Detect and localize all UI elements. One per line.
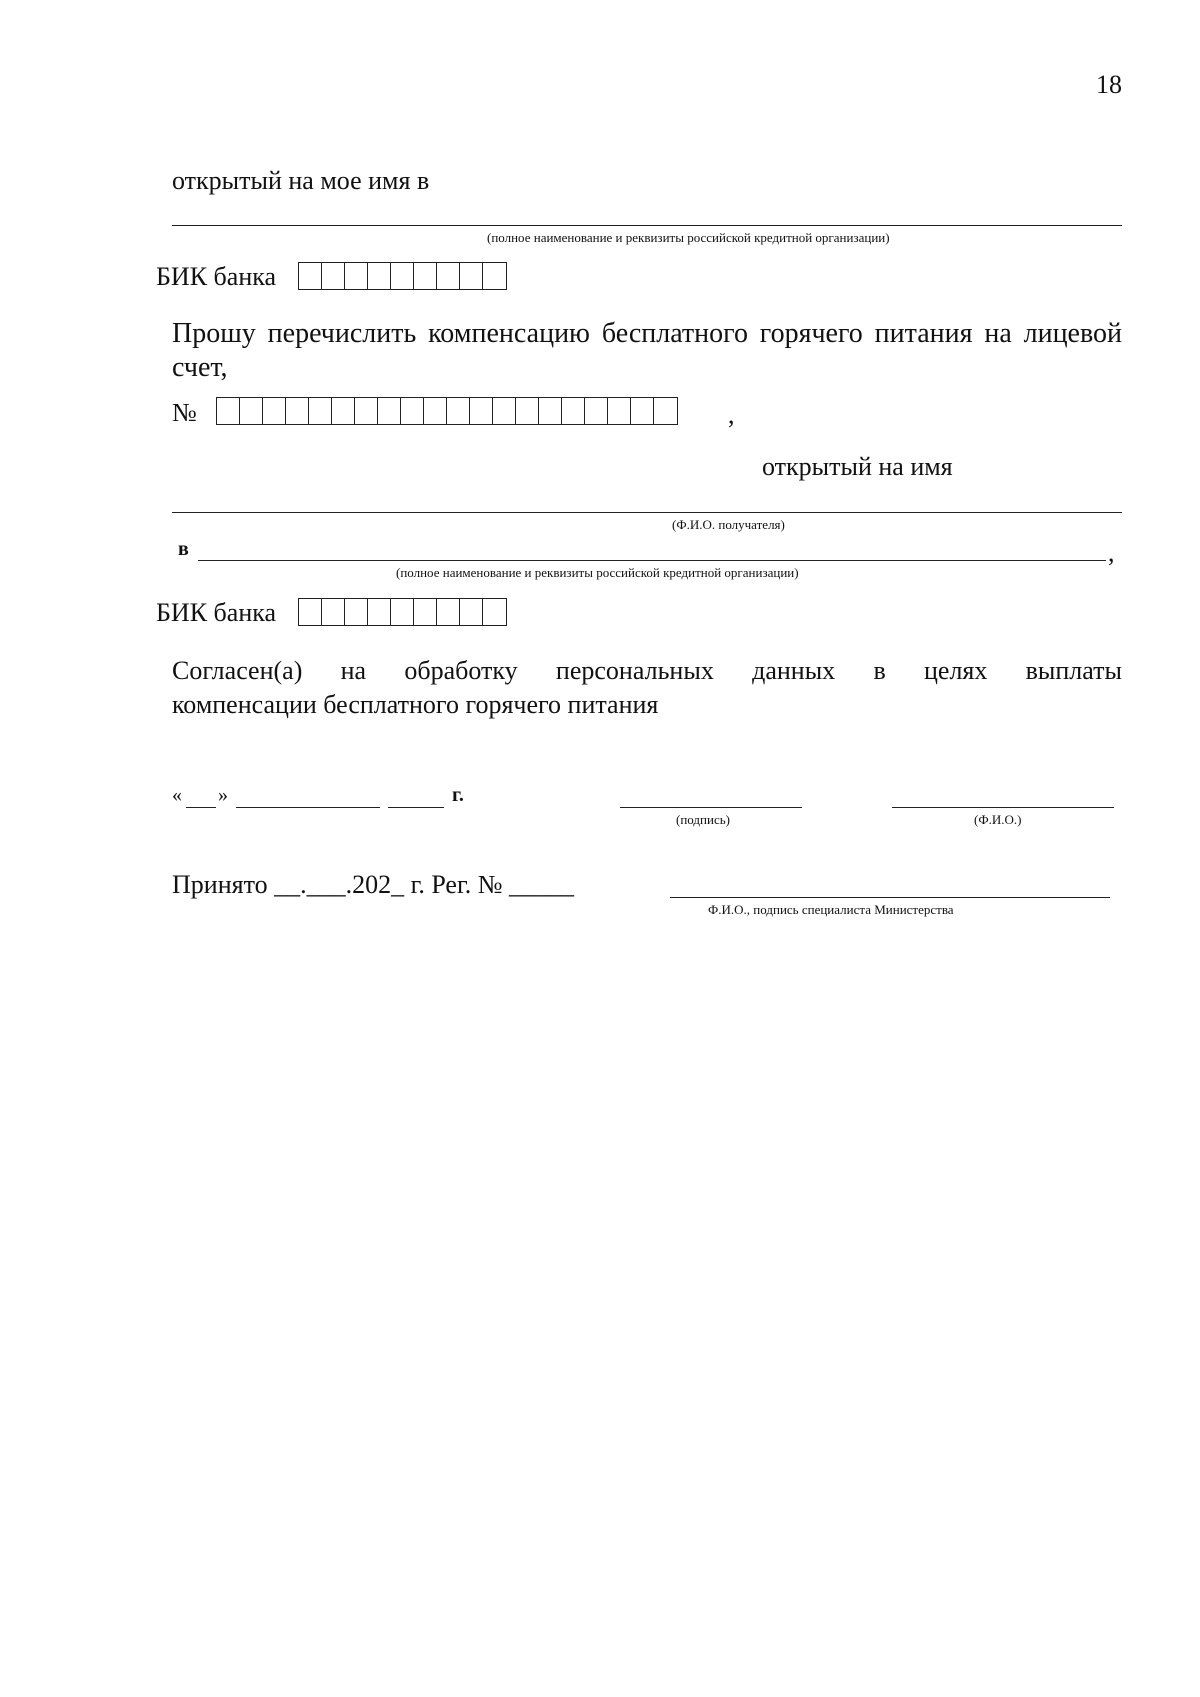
digit-cell[interactable] [345,263,368,289]
accepted-text: Принято __.___.202_ г. Рег. № _____ [172,870,575,899]
digit-cell[interactable] [414,263,437,289]
digit-cell[interactable] [654,398,677,424]
digit-cell[interactable] [217,398,240,424]
digit-cell[interactable] [493,398,516,424]
bik-input-2[interactable] [298,598,507,626]
digit-cell[interactable] [460,263,483,289]
digit-cell[interactable] [447,398,470,424]
specialist-caption: Ф.И.О., подпись специалиста Министерства [708,902,954,917]
consent-word: данных [752,656,836,685]
bik-input-1[interactable] [298,262,507,290]
bank-name-line[interactable] [172,225,1122,226]
date-month-line[interactable] [236,807,380,808]
fio-caption: (Ф.И.О.) [974,812,1022,827]
digit-cell[interactable] [437,263,460,289]
digit-cell[interactable] [368,263,391,289]
consent-line-2: компенсации бесплатного горячего питания [172,690,659,719]
in-label: в [178,538,189,560]
request-line-2: счет, [172,352,228,383]
digit-cell[interactable] [437,599,460,625]
recipient-caption: (Ф.И.О. получателя) [672,517,785,532]
org-caption-1: (полное наименование и реквизиты российской кредитной организации) [487,230,890,245]
digit-cell[interactable] [585,398,608,424]
digit-cell[interactable] [378,398,401,424]
digit-cell[interactable] [483,263,506,289]
digit-cell[interactable] [424,398,447,424]
recipient-name-line[interactable] [172,512,1122,513]
signature-caption: (подпись) [676,812,730,827]
consent-line-1 [172,656,1122,686]
digit-cell[interactable] [539,398,562,424]
digit-cell[interactable] [391,263,414,289]
consent-word: персональных [555,656,714,685]
opened-for-text: открытый на имя [762,452,953,481]
date-day-line[interactable] [186,807,216,808]
date-close-quote: » [218,784,228,806]
digit-cell[interactable] [516,398,539,424]
digit-cell[interactable] [286,398,309,424]
digit-cell[interactable] [368,599,391,625]
digit-cell[interactable] [299,599,322,625]
digit-cell[interactable] [483,599,506,625]
signature-line[interactable] [620,807,802,808]
consent-word: в [873,656,886,685]
date-year-suffix: г. [452,784,464,806]
page-number: 18 [1096,70,1122,99]
digit-cell[interactable] [345,599,368,625]
request-line-1: Прошу перечислить компенсацию бесплатного горячего питания на лицевой [172,318,1122,349]
digit-cell[interactable] [263,398,286,424]
digit-cell[interactable] [322,263,345,289]
digit-cell[interactable] [608,398,631,424]
in-comma: , [1108,538,1115,567]
digit-cell[interactable] [355,398,378,424]
digit-cell[interactable] [562,398,585,424]
fio-line[interactable] [892,807,1114,808]
digit-cell[interactable] [332,398,355,424]
consent-word: выплаты [1025,656,1122,685]
bik-label-2: БИК банка [156,598,277,627]
account-number-label: № [172,398,197,427]
digit-cell[interactable] [470,398,493,424]
digit-cell[interactable] [631,398,654,424]
bank-name-line-2[interactable] [198,560,1106,561]
digit-cell[interactable] [401,398,424,424]
consent-word: целях [923,656,988,685]
digit-cell[interactable] [309,398,332,424]
consent-word: на [340,656,367,685]
account-comma: , [728,400,735,429]
account-number-input[interactable] [216,397,678,425]
digit-cell[interactable] [460,599,483,625]
date-open-quote: « [172,784,182,806]
consent-word: обработку [404,656,518,685]
digit-cell[interactable] [391,599,414,625]
digit-cell[interactable] [299,263,322,289]
specialist-line[interactable] [670,897,1110,898]
consent-word: Согласен(а) [172,656,303,685]
org-caption-2: (полное наименование и реквизиты российской кредитной организации) [396,565,799,580]
intro-text: открытый на мое имя в [172,166,430,195]
bik-label-1: БИК банка [156,262,277,291]
digit-cell[interactable] [414,599,437,625]
digit-cell[interactable] [322,599,345,625]
date-year-line[interactable] [388,807,444,808]
digit-cell[interactable] [240,398,263,424]
